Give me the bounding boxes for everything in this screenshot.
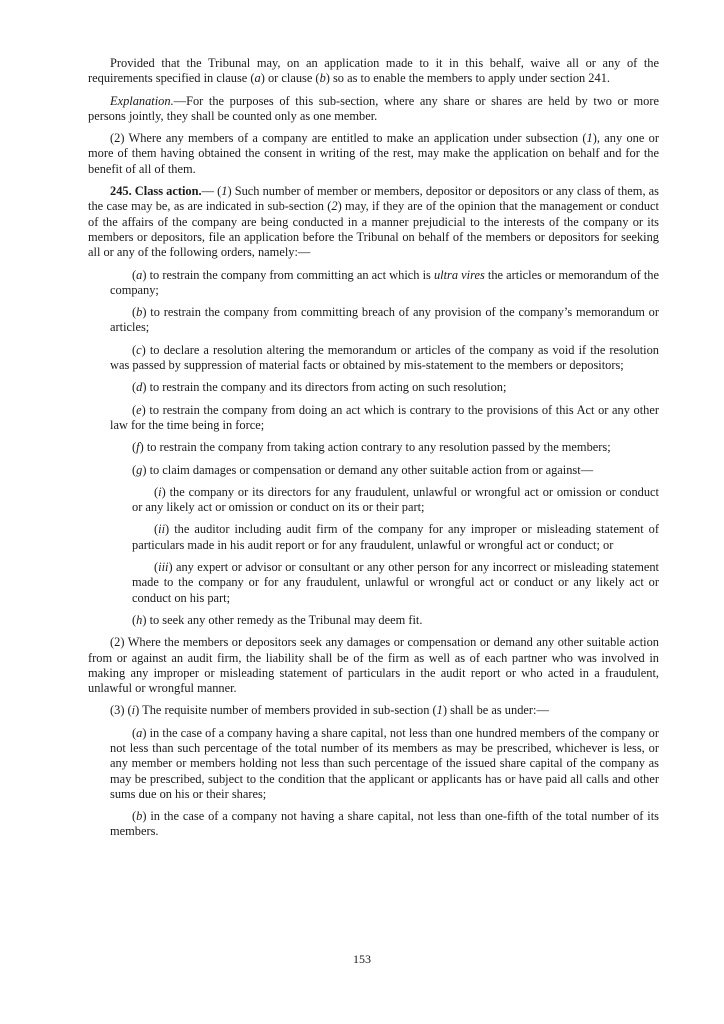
section-heading: 245. Class action. xyxy=(110,184,202,199)
clause-c: (c) to declare a resolution altering the memorandum or articles of the company as void if the resolution was passed by suppression of material facts or obtained by mis-statement to the members or depositors; xyxy=(110,342,659,373)
clause-b: (b) to restrain the company from committing breach of any provision of the company’s memorandum or articles; xyxy=(110,305,659,335)
clause-g: (g) to claim damages or compensation or demand any other suitable action from or against— xyxy=(132,462,594,477)
subclause-ii: (ii) the auditor including audit firm of the company for any improper or misleading statement of particulars made in his audit report or for any fraudulent, unlawful or wrongful act or conduct; or xyxy=(132,522,659,552)
clause-a: (a) to restrain the company from committing an act which is ultra vires the articles or memorandum of the company; xyxy=(110,267,659,297)
clause-f: (f) to restrain the company from taking action contrary to any resolution passed by the members; xyxy=(132,440,611,455)
document-body xyxy=(88,56,659,847)
subclause-i: (i) the company or its directors for any fraudulent, unlawful or wrongful act or omission or conduct or any likely act or omission or conduct on its or their part; xyxy=(132,484,659,515)
page-number: 153 xyxy=(353,952,371,966)
clause-3-b: (b) in the case of a company not having a share capital, not less than one-fifth of the total number of its members. xyxy=(110,809,659,839)
proviso-paragraph: Provided that the Tribunal may, on an application made to it in this behalf, waive all or any of the requirements specified in clause (a) or clause (b) so as to enable the members to apply under section 241. xyxy=(88,56,659,86)
subsection-2-paragraph: (2) Where any members of a company are entitled to make an application under subsection (1), any one or more of them having obtained the consent in writing of the rest, may make the application on behalf and for the benefit of all of them. xyxy=(88,131,659,176)
clause-h: (h) to seek any other remedy as the Tribunal may deem fit. xyxy=(132,612,423,627)
explanation-paragraph: Explanation.—For the purposes of this sub-section, where any share or shares are held by two or more persons jointly, they shall be counted only as one member. xyxy=(88,93,659,123)
clause-e: (e) to restrain the company from doing an act which is contrary to the provisions of this Act or any other law for the time being in force; xyxy=(110,402,659,432)
section-245-3-paragraph: (3) (i) The requisite number of members provided in sub-section (1) shall be as under:— xyxy=(110,703,549,718)
section-245-paragraph: 245. Class action.— (1) Such number of member or members, depositor or depositors or any class of them, as the case may be, as are indicated in sub-section (2) may, if they are of the opinion that the management or conduct of the affairs of the company are being conducted in a manner prejudicial to the interests of the company or its members or depositors, file an application before the Tribunal on behalf of the members or depositors for seeking all or any of the following orders, namely:— xyxy=(88,184,659,260)
clause-3-a: (a) in the case of a company having a share capital, not less than one hundred members of the company or not less than such percentage of the total number of its members as may be prescribed, whichever is less, or any member or members holding not less than such percentage of the issued share capital of the company as may be prescribed, subject to the condition that the applicant or applicants has or have paid all calls and other sums due on his or their shares; xyxy=(110,725,659,801)
clause-d: (d) to restrain the company and its directors from acting on such resolution; xyxy=(132,380,507,395)
subclause-iii: (iii) any expert or advisor or consultant or any other person for any incorrect or misleading statement made to the company or for any fraudulent, unlawful or wrongful act or conduct or any likely act or conduct on his part; xyxy=(132,560,659,605)
section-245-2-paragraph: (2) Where the members or depositors seek any damages or compensation or demand any other suitable action from or against an audit firm, the liability shall be of the firm as well as of each partner who was involved in making any improper or misleading statement of particulars in the audit report or who acted in a fraudulent, unlawful or wrongful manner. xyxy=(88,635,659,696)
